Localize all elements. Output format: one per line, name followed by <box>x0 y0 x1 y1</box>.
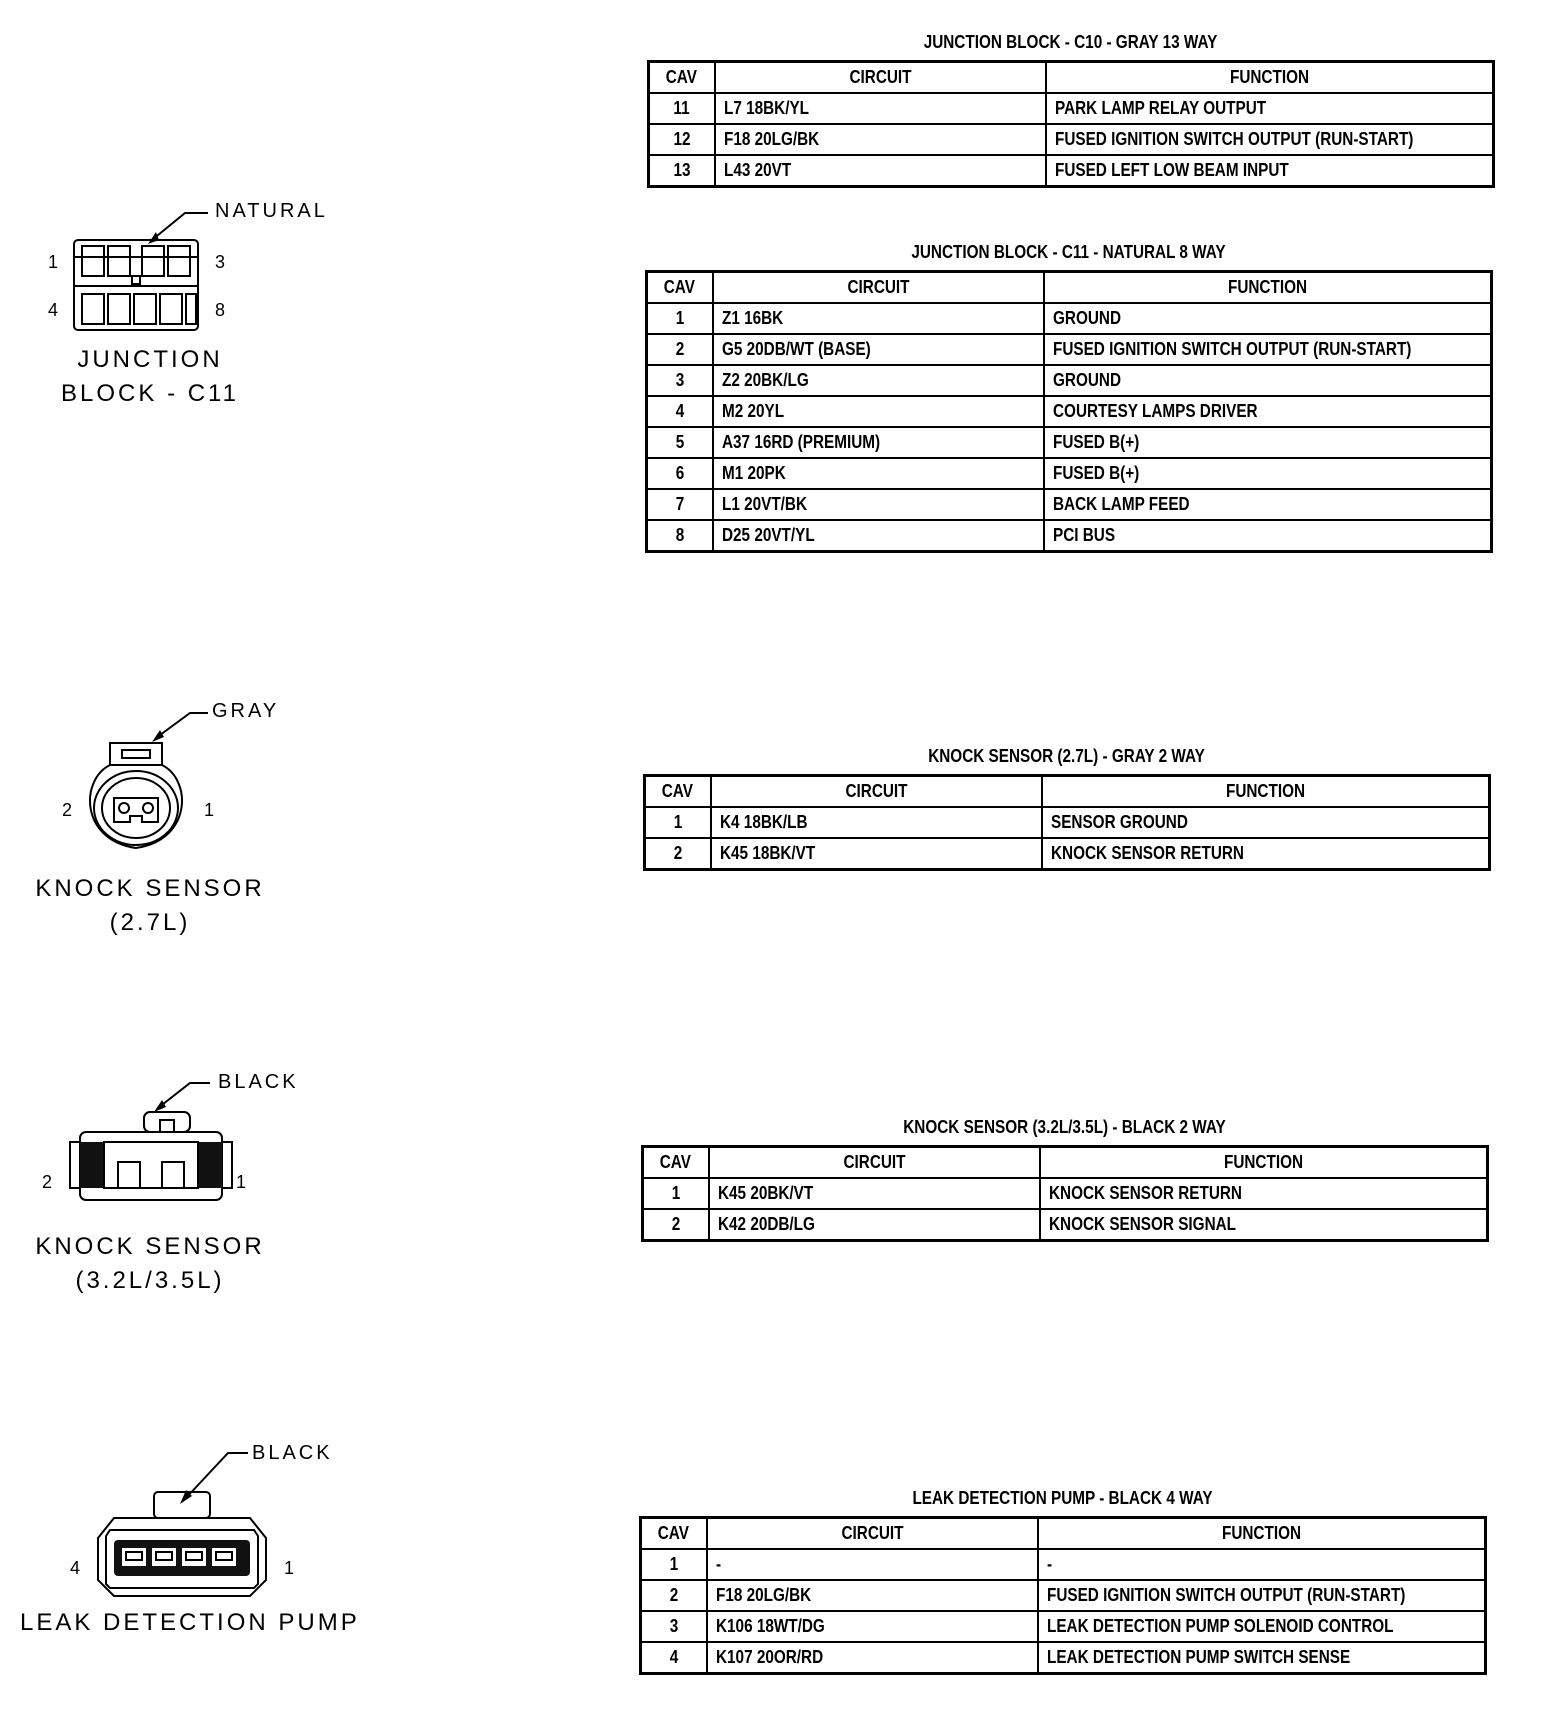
cav-cell: 2 <box>641 1580 707 1611</box>
cav-cell: 1 <box>645 807 711 838</box>
leak-detection-pump-label: LEAK DETECTION PUMP <box>20 1609 360 1636</box>
knock-sensor-27-connector-icon <box>80 700 230 860</box>
table-knock-sensor-27 <box>643 774 1491 871</box>
cav-cell: 2 <box>643 1209 709 1241</box>
circuit-cell: D25 20VT/YL <box>713 520 1044 552</box>
table-leak-detection-pump-title: LEAK DETECTION PUMP - BLACK 4 WAY <box>912 1488 1213 1508</box>
column-header-cav: CAV <box>649 62 715 94</box>
function-cell: BACK LAMP FEED <box>1044 489 1492 520</box>
circuit-cell: F18 20LG/BK <box>707 1580 1038 1611</box>
circuit-cell: M2 20YL <box>713 396 1044 427</box>
knock-sensor-32-color-callout: BLACK <box>218 1071 299 1093</box>
cav-cell: 12 <box>649 124 715 155</box>
table-c10-title: JUNCTION BLOCK - C10 - GRAY 13 WAY <box>923 32 1218 52</box>
knock-sensor-27-color-callout: GRAY <box>212 700 280 722</box>
function-cell: - <box>1038 1549 1486 1580</box>
leak-detection-pump-color-callout: BLACK <box>252 1442 333 1464</box>
leak-detection-pump-pin-4-label: 4 <box>70 1558 81 1578</box>
column-header-function: FUNCTION <box>1040 1147 1488 1179</box>
table-row <box>645 807 1490 838</box>
knock-sensor-32-connector-icon <box>60 1070 240 1220</box>
table-row <box>647 520 1492 552</box>
function-cell: COURTESY LAMPS DRIVER <box>1044 396 1492 427</box>
cav-cell: 5 <box>647 427 713 458</box>
function-cell: KNOCK SENSOR SIGNAL <box>1040 1209 1488 1241</box>
leak-detection-pump-pin-1-label: 1 <box>284 1558 295 1578</box>
table-c10 <box>647 60 1495 188</box>
table-c10-header-row <box>649 62 1494 94</box>
knock-sensor-32-label-line1: KNOCK SENSOR <box>35 1233 265 1260</box>
table-knock-sensor-32-title: KNOCK SENSOR (3.2L/3.5L) - BLACK 2 WAY <box>903 1117 1226 1137</box>
function-cell: KNOCK SENSOR RETURN <box>1042 838 1490 870</box>
column-header-cav: CAV <box>643 1147 709 1179</box>
column-header-function: FUNCTION <box>1042 776 1490 808</box>
table-leak-detection-pump-header-row <box>641 1518 1486 1550</box>
cav-cell: 1 <box>641 1549 707 1580</box>
function-cell: FUSED LEFT LOW BEAM INPUT <box>1046 155 1494 187</box>
circuit-cell: A37 16RD (PREMIUM) <box>713 427 1044 458</box>
table-row <box>647 458 1492 489</box>
column-header-circuit: CIRCUIT <box>711 776 1042 808</box>
knock-sensor-32-pin-2-label: 2 <box>42 1172 53 1192</box>
column-header-cav: CAV <box>645 776 711 808</box>
table-leak-detection-pump <box>639 1516 1487 1675</box>
circuit-cell: L43 20VT <box>715 155 1046 187</box>
column-header-cav: CAV <box>647 272 713 304</box>
circuit-cell: K45 18BK/VT <box>711 838 1042 870</box>
function-cell: LEAK DETECTION PUMP SWITCH SENSE <box>1038 1642 1486 1674</box>
column-header-cav: CAV <box>641 1518 707 1550</box>
junction-block-c11-pin-1-label: 1 <box>48 252 59 272</box>
table-row <box>647 334 1492 365</box>
cav-cell: 2 <box>645 838 711 870</box>
knock-sensor-27-label-line2: (2.7L) <box>109 909 191 936</box>
table-row <box>649 93 1494 124</box>
cav-cell: 4 <box>641 1642 707 1674</box>
circuit-cell: K42 20DB/LG <box>709 1209 1040 1241</box>
table-row <box>647 427 1492 458</box>
circuit-cell: F18 20LG/BK <box>715 124 1046 155</box>
table-row <box>647 396 1492 427</box>
table-c11 <box>645 270 1493 553</box>
function-cell: FUSED B(+) <box>1044 427 1492 458</box>
function-cell: KNOCK SENSOR RETURN <box>1040 1178 1488 1209</box>
knock-sensor-27-pin-2-label: 2 <box>62 800 73 820</box>
function-cell: SENSOR GROUND <box>1042 807 1490 838</box>
table-knock-sensor-27-title: KNOCK SENSOR (2.7L) - GRAY 2 WAY <box>928 746 1205 766</box>
table-row <box>647 303 1492 334</box>
cav-cell: 1 <box>647 303 713 334</box>
circuit-cell: L7 18BK/YL <box>715 93 1046 124</box>
junction-block-c11-pin-4-label: 4 <box>48 300 59 320</box>
table-row <box>649 124 1494 155</box>
junction-block-c11-pin-3-label: 3 <box>215 252 226 272</box>
cav-cell: 3 <box>641 1611 707 1642</box>
cav-cell: 3 <box>647 365 713 396</box>
column-header-circuit: CIRCUIT <box>713 272 1044 304</box>
junction-block-c11-label-line1: JUNCTION <box>77 346 223 373</box>
function-cell: LEAK DETECTION PUMP SOLENOID CONTROL <box>1038 1611 1486 1642</box>
function-cell: FUSED IGNITION SWITCH OUTPUT (RUN-START) <box>1044 334 1492 365</box>
table-row <box>645 838 1490 870</box>
circuit-cell: G5 20DB/WT (BASE) <box>713 334 1044 365</box>
table-knock-sensor-27-header-row <box>645 776 1490 808</box>
knock-sensor-27-label-line1: KNOCK SENSOR <box>35 875 265 902</box>
cav-cell: 4 <box>647 396 713 427</box>
column-header-circuit: CIRCUIT <box>707 1518 1038 1550</box>
function-cell: PARK LAMP RELAY OUTPUT <box>1046 93 1494 124</box>
table-row <box>643 1178 1488 1209</box>
column-header-circuit: CIRCUIT <box>709 1147 1040 1179</box>
cav-cell: 6 <box>647 458 713 489</box>
circuit-cell: - <box>707 1549 1038 1580</box>
column-header-function: FUNCTION <box>1038 1518 1486 1550</box>
knock-sensor-32-pin-1-label: 1 <box>236 1172 247 1192</box>
knock-sensor-32-label <box>20 1230 280 1298</box>
cav-cell: 13 <box>649 155 715 187</box>
column-header-function: FUNCTION <box>1044 272 1492 304</box>
cav-cell: 11 <box>649 93 715 124</box>
circuit-cell: Z2 20BK/LG <box>713 365 1044 396</box>
circuit-cell: K107 20OR/RD <box>707 1642 1038 1674</box>
junction-block-c11-pin-8-label: 8 <box>215 300 226 320</box>
junction-block-c11-color-callout: NATURAL <box>215 200 328 222</box>
cav-cell: 2 <box>647 334 713 365</box>
cav-cell: 7 <box>647 489 713 520</box>
function-cell: FUSED IGNITION SWITCH OUTPUT (RUN-START) <box>1038 1580 1486 1611</box>
table-knock-sensor-32 <box>641 1145 1489 1242</box>
table-row <box>643 1209 1488 1241</box>
function-cell: FUSED IGNITION SWITCH OUTPUT (RUN-START) <box>1046 124 1494 155</box>
table-knock-sensor-32-header-row <box>643 1147 1488 1179</box>
junction-block-c11-label-line2: BLOCK - C11 <box>61 380 239 407</box>
circuit-cell: K4 18BK/LB <box>711 807 1042 838</box>
knock-sensor-27-label <box>20 872 280 940</box>
function-cell: FUSED B(+) <box>1044 458 1492 489</box>
circuit-cell: K106 18WT/DG <box>707 1611 1038 1642</box>
knock-sensor-27-pin-1-label: 1 <box>204 800 215 820</box>
table-row <box>641 1642 1486 1674</box>
circuit-cell: K45 20BK/VT <box>709 1178 1040 1209</box>
circuit-cell: M1 20PK <box>713 458 1044 489</box>
cav-cell: 8 <box>647 520 713 552</box>
table-row <box>647 489 1492 520</box>
table-row <box>649 155 1494 187</box>
junction-block-c11-connector-icon <box>60 200 220 340</box>
function-cell: GROUND <box>1044 303 1492 334</box>
circuit-cell: L1 20VT/BK <box>713 489 1044 520</box>
column-header-function: FUNCTION <box>1046 62 1494 94</box>
table-c11-header-row <box>647 272 1492 304</box>
function-cell: PCI BUS <box>1044 520 1492 552</box>
function-cell: GROUND <box>1044 365 1492 396</box>
table-row <box>641 1549 1486 1580</box>
circuit-cell: Z1 16BK <box>713 303 1044 334</box>
cav-cell: 1 <box>643 1178 709 1209</box>
junction-block-c11-label <box>30 343 270 411</box>
table-row <box>641 1580 1486 1611</box>
knock-sensor-32-label-line2: (3.2L/3.5L) <box>75 1267 225 1294</box>
table-row <box>647 365 1492 396</box>
column-header-circuit: CIRCUIT <box>715 62 1046 94</box>
table-row <box>641 1611 1486 1642</box>
table-c11-title: JUNCTION BLOCK - C11 - NATURAL 8 WAY <box>911 242 1226 262</box>
